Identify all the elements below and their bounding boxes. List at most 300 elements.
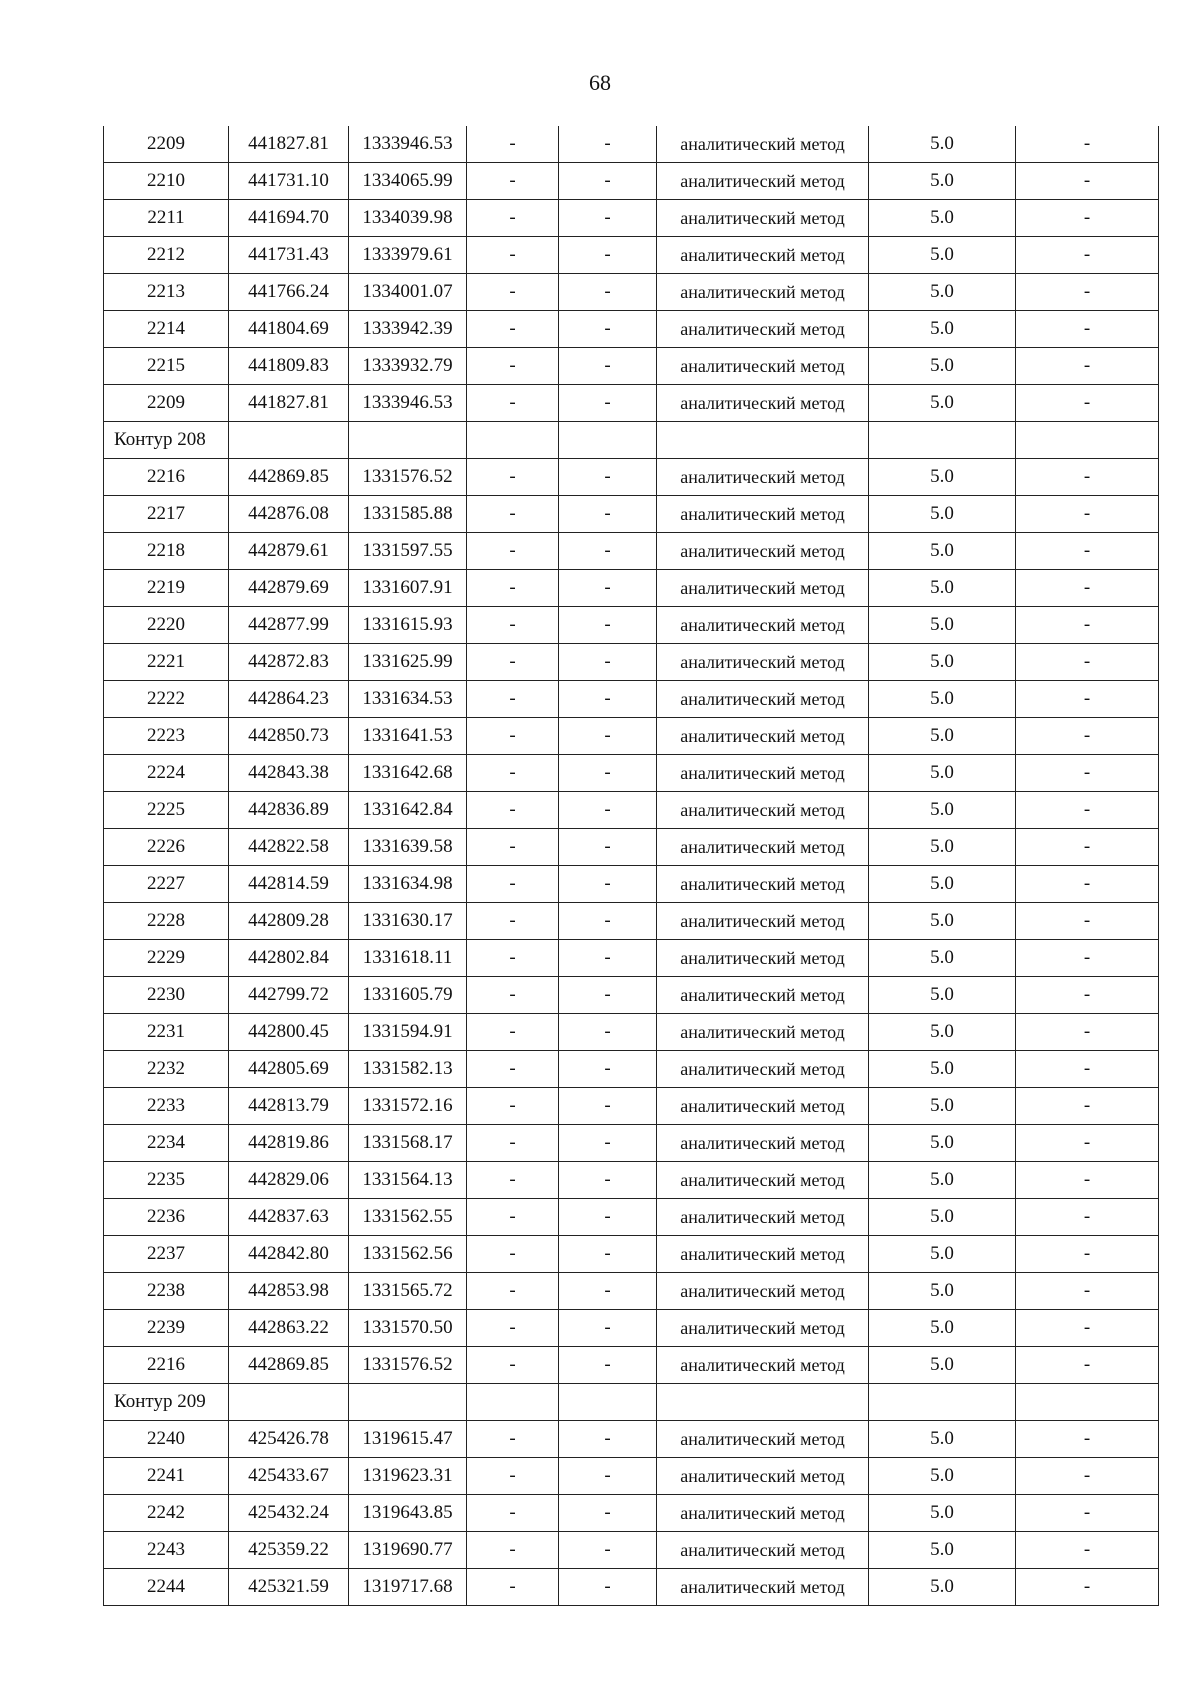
cell-method: аналитический метод: [657, 977, 869, 1014]
cell-y-coordinate: 1334001.07: [349, 274, 467, 311]
cell-point-number: 2238: [104, 1273, 229, 1310]
table-row: [104, 459, 1159, 496]
cell-col-5: -: [559, 570, 657, 607]
cell-col-5: -: [559, 496, 657, 533]
cell-col-8: -: [1016, 1310, 1159, 1347]
cell-col-4: -: [467, 533, 559, 570]
table-body: [104, 126, 1159, 1606]
table-row: [104, 681, 1159, 718]
cell-accuracy: 5.0: [869, 977, 1016, 1014]
cell-col-5: -: [559, 533, 657, 570]
cell-x-coordinate: 442872.83: [229, 644, 349, 681]
cell-accuracy: 5.0: [869, 903, 1016, 940]
cell-col-4: -: [467, 792, 559, 829]
cell-accuracy: 5.0: [869, 1569, 1016, 1606]
cell-col-8: -: [1016, 1495, 1159, 1532]
cell-accuracy: 5.0: [869, 459, 1016, 496]
cell-y-coordinate: 1333946.53: [349, 126, 467, 163]
cell-point-number: 2239: [104, 1310, 229, 1347]
cell-accuracy: 5.0: [869, 829, 1016, 866]
cell-method: аналитический метод: [657, 385, 869, 422]
cell-col-5: -: [559, 1532, 657, 1569]
cell-point-number: 2244: [104, 1569, 229, 1606]
cell-x-coordinate: 442819.86: [229, 1125, 349, 1162]
cell-x-coordinate: 442843.38: [229, 755, 349, 792]
cell-method: аналитический метод: [657, 1458, 869, 1495]
cell-point-number: 2222: [104, 681, 229, 718]
cell-y-coordinate: 1334039.98: [349, 200, 467, 237]
table-row: [104, 1088, 1159, 1125]
cell-accuracy: 5.0: [869, 1236, 1016, 1273]
cell-y-coordinate: 1319643.85: [349, 1495, 467, 1532]
cell-point-number: 2230: [104, 977, 229, 1014]
cell-col-5: -: [559, 792, 657, 829]
cell-accuracy: 5.0: [869, 1162, 1016, 1199]
cell-col-4: -: [467, 1569, 559, 1606]
cell-method: аналитический метод: [657, 718, 869, 755]
cell-accuracy: 5.0: [869, 1125, 1016, 1162]
cell-col-5: -: [559, 718, 657, 755]
table-row: [104, 1458, 1159, 1495]
cell-y-coordinate: 1333946.53: [349, 385, 467, 422]
cell-col-8: -: [1016, 866, 1159, 903]
cell-point-number: 2241: [104, 1458, 229, 1495]
cell-method: аналитический метод: [657, 607, 869, 644]
empty-cell: [349, 422, 467, 459]
cell-col-4: -: [467, 1162, 559, 1199]
table-row: [104, 200, 1159, 237]
cell-x-coordinate: 442850.73: [229, 718, 349, 755]
cell-y-coordinate: 1334065.99: [349, 163, 467, 200]
cell-x-coordinate: 442864.23: [229, 681, 349, 718]
table-row: [104, 348, 1159, 385]
cell-point-number: 2231: [104, 1014, 229, 1051]
cell-col-5: -: [559, 607, 657, 644]
cell-col-8: -: [1016, 1532, 1159, 1569]
cell-accuracy: 5.0: [869, 866, 1016, 903]
cell-x-coordinate: 425432.24: [229, 1495, 349, 1532]
table-row: [104, 533, 1159, 570]
table-row: [104, 1051, 1159, 1088]
cell-accuracy: 5.0: [869, 1458, 1016, 1495]
cell-col-5: -: [559, 385, 657, 422]
cell-method: аналитический метод: [657, 311, 869, 348]
cell-col-8: -: [1016, 1014, 1159, 1051]
cell-col-5: -: [559, 311, 657, 348]
cell-col-5: -: [559, 1458, 657, 1495]
cell-y-coordinate: 1331576.52: [349, 1347, 467, 1384]
cell-point-number: 2242: [104, 1495, 229, 1532]
cell-method: аналитический метод: [657, 940, 869, 977]
cell-method: аналитический метод: [657, 533, 869, 570]
cell-col-4: -: [467, 200, 559, 237]
cell-col-4: -: [467, 1014, 559, 1051]
cell-x-coordinate: 442809.28: [229, 903, 349, 940]
cell-col-8: -: [1016, 1162, 1159, 1199]
cell-method: аналитический метод: [657, 126, 869, 163]
cell-col-8: -: [1016, 237, 1159, 274]
table-row: [104, 1532, 1159, 1569]
cell-y-coordinate: 1331568.17: [349, 1125, 467, 1162]
table-row: [104, 274, 1159, 311]
page-number: 68: [589, 70, 611, 95]
cell-x-coordinate: 441731.43: [229, 237, 349, 274]
cell-method: аналитический метод: [657, 570, 869, 607]
cell-col-4: -: [467, 829, 559, 866]
cell-y-coordinate: 1331597.55: [349, 533, 467, 570]
cell-point-number: 2215: [104, 348, 229, 385]
cell-point-number: 2228: [104, 903, 229, 940]
cell-col-8: -: [1016, 200, 1159, 237]
cell-col-5: -: [559, 1125, 657, 1162]
table-row: [104, 1421, 1159, 1458]
cell-x-coordinate: 442853.98: [229, 1273, 349, 1310]
cell-accuracy: 5.0: [869, 1347, 1016, 1384]
cell-x-coordinate: 442869.85: [229, 1347, 349, 1384]
table-row: [104, 607, 1159, 644]
cell-col-4: -: [467, 237, 559, 274]
table-row: [104, 644, 1159, 681]
cell-col-5: -: [559, 644, 657, 681]
cell-col-8: -: [1016, 126, 1159, 163]
cell-method: аналитический метод: [657, 237, 869, 274]
cell-accuracy: 5.0: [869, 126, 1016, 163]
cell-col-5: -: [559, 940, 657, 977]
cell-y-coordinate: 1319615.47: [349, 1421, 467, 1458]
cell-x-coordinate: 442829.06: [229, 1162, 349, 1199]
cell-accuracy: 5.0: [869, 792, 1016, 829]
cell-col-5: -: [559, 1347, 657, 1384]
cell-x-coordinate: 441804.69: [229, 311, 349, 348]
cell-accuracy: 5.0: [869, 644, 1016, 681]
cell-col-4: -: [467, 1421, 559, 1458]
cell-col-5: -: [559, 1199, 657, 1236]
cell-col-4: -: [467, 644, 559, 681]
cell-x-coordinate: 442800.45: [229, 1014, 349, 1051]
cell-col-8: -: [1016, 607, 1159, 644]
cell-point-number: 2224: [104, 755, 229, 792]
cell-col-8: -: [1016, 1421, 1159, 1458]
cell-col-4: -: [467, 348, 559, 385]
cell-method: аналитический метод: [657, 1014, 869, 1051]
table-row: [104, 829, 1159, 866]
cell-col-8: -: [1016, 681, 1159, 718]
cell-col-4: -: [467, 1125, 559, 1162]
cell-col-4: -: [467, 1236, 559, 1273]
table-row: [104, 755, 1159, 792]
empty-cell: [869, 422, 1016, 459]
table-row: [104, 1310, 1159, 1347]
cell-col-8: -: [1016, 829, 1159, 866]
cell-y-coordinate: 1331634.53: [349, 681, 467, 718]
empty-cell: [559, 1384, 657, 1421]
cell-col-4: -: [467, 311, 559, 348]
cell-point-number: 2210: [104, 163, 229, 200]
cell-col-5: -: [559, 237, 657, 274]
cell-point-number: 2218: [104, 533, 229, 570]
cell-col-8: -: [1016, 792, 1159, 829]
cell-method: аналитический метод: [657, 200, 869, 237]
cell-col-5: -: [559, 1236, 657, 1273]
cell-col-5: -: [559, 1051, 657, 1088]
cell-col-4: -: [467, 866, 559, 903]
cell-x-coordinate: 442869.85: [229, 459, 349, 496]
cell-method: аналитический метод: [657, 1532, 869, 1569]
cell-y-coordinate: 1333979.61: [349, 237, 467, 274]
cell-x-coordinate: 442837.63: [229, 1199, 349, 1236]
cell-point-number: 2240: [104, 1421, 229, 1458]
cell-y-coordinate: 1331562.55: [349, 1199, 467, 1236]
cell-col-5: -: [559, 1569, 657, 1606]
cell-y-coordinate: 1331562.56: [349, 1236, 467, 1273]
cell-method: аналитический метод: [657, 348, 869, 385]
cell-method: аналитический метод: [657, 1051, 869, 1088]
cell-col-4: -: [467, 681, 559, 718]
cell-col-5: -: [559, 829, 657, 866]
cell-col-8: -: [1016, 940, 1159, 977]
cell-point-number: 2235: [104, 1162, 229, 1199]
cell-col-5: -: [559, 903, 657, 940]
cell-method: аналитический метод: [657, 1162, 869, 1199]
cell-y-coordinate: 1331565.72: [349, 1273, 467, 1310]
cell-col-8: -: [1016, 1236, 1159, 1273]
cell-col-5: -: [559, 1495, 657, 1532]
cell-accuracy: 5.0: [869, 755, 1016, 792]
cell-accuracy: 5.0: [869, 570, 1016, 607]
cell-x-coordinate: 442813.79: [229, 1088, 349, 1125]
cell-method: аналитический метод: [657, 1125, 869, 1162]
cell-col-4: -: [467, 385, 559, 422]
cell-col-5: -: [559, 348, 657, 385]
cell-method: аналитический метод: [657, 1347, 869, 1384]
cell-col-5: -: [559, 755, 657, 792]
cell-col-4: -: [467, 977, 559, 1014]
cell-col-8: -: [1016, 903, 1159, 940]
cell-col-5: -: [559, 1088, 657, 1125]
cell-col-8: -: [1016, 755, 1159, 792]
cell-col-5: -: [559, 1162, 657, 1199]
cell-method: аналитический метод: [657, 1495, 869, 1532]
cell-point-number: 2225: [104, 792, 229, 829]
cell-x-coordinate: 441766.24: [229, 274, 349, 311]
table-row: [104, 311, 1159, 348]
cell-col-5: -: [559, 126, 657, 163]
cell-col-5: -: [559, 1421, 657, 1458]
empty-cell: [349, 1384, 467, 1421]
cell-x-coordinate: 442877.99: [229, 607, 349, 644]
cell-method: аналитический метод: [657, 1199, 869, 1236]
cell-col-5: -: [559, 1014, 657, 1051]
cell-y-coordinate: 1331576.52: [349, 459, 467, 496]
cell-x-coordinate: 441827.81: [229, 385, 349, 422]
cell-point-number: 2213: [104, 274, 229, 311]
cell-col-4: -: [467, 163, 559, 200]
contour-label: Контур 209: [104, 1384, 229, 1421]
cell-method: аналитический метод: [657, 1273, 869, 1310]
cell-x-coordinate: 442814.59: [229, 866, 349, 903]
cell-x-coordinate: 425321.59: [229, 1569, 349, 1606]
cell-accuracy: 5.0: [869, 940, 1016, 977]
cell-y-coordinate: 1331642.68: [349, 755, 467, 792]
cell-y-coordinate: 1331607.91: [349, 570, 467, 607]
cell-col-8: -: [1016, 1347, 1159, 1384]
cell-col-4: -: [467, 126, 559, 163]
cell-accuracy: 5.0: [869, 1495, 1016, 1532]
cell-accuracy: 5.0: [869, 1088, 1016, 1125]
contour-row: [104, 1384, 1159, 1421]
cell-accuracy: 5.0: [869, 718, 1016, 755]
cell-x-coordinate: 425359.22: [229, 1532, 349, 1569]
cell-col-5: -: [559, 459, 657, 496]
cell-col-4: -: [467, 496, 559, 533]
cell-point-number: 2237: [104, 1236, 229, 1273]
cell-point-number: 2219: [104, 570, 229, 607]
cell-point-number: 2211: [104, 200, 229, 237]
cell-x-coordinate: 442799.72: [229, 977, 349, 1014]
cell-col-4: -: [467, 1088, 559, 1125]
cell-point-number: 2220: [104, 607, 229, 644]
table-row: [104, 1569, 1159, 1606]
empty-cell: [1016, 1384, 1159, 1421]
empty-cell: [559, 422, 657, 459]
cell-y-coordinate: 1331639.58: [349, 829, 467, 866]
cell-point-number: 2209: [104, 385, 229, 422]
cell-accuracy: 5.0: [869, 1014, 1016, 1051]
contour-label: Контур 208: [104, 422, 229, 459]
cell-accuracy: 5.0: [869, 681, 1016, 718]
cell-point-number: 2221: [104, 644, 229, 681]
cell-y-coordinate: 1331615.93: [349, 607, 467, 644]
empty-cell: [869, 1384, 1016, 1421]
cell-col-8: -: [1016, 348, 1159, 385]
cell-col-8: -: [1016, 311, 1159, 348]
cell-method: аналитический метод: [657, 681, 869, 718]
cell-method: аналитический метод: [657, 866, 869, 903]
cell-method: аналитический метод: [657, 496, 869, 533]
cell-y-coordinate: 1331625.99: [349, 644, 467, 681]
table-row: [104, 163, 1159, 200]
cell-accuracy: 5.0: [869, 348, 1016, 385]
cell-x-coordinate: 442879.69: [229, 570, 349, 607]
cell-col-4: -: [467, 1495, 559, 1532]
table-row: [104, 385, 1159, 422]
cell-y-coordinate: 1331594.91: [349, 1014, 467, 1051]
cell-method: аналитический метод: [657, 1569, 869, 1606]
table-row: [104, 496, 1159, 533]
cell-point-number: 2226: [104, 829, 229, 866]
table-row: [104, 792, 1159, 829]
cell-accuracy: 5.0: [869, 1421, 1016, 1458]
cell-point-number: 2214: [104, 311, 229, 348]
empty-cell: [229, 422, 349, 459]
cell-method: аналитический метод: [657, 459, 869, 496]
cell-accuracy: 5.0: [869, 163, 1016, 200]
cell-y-coordinate: 1331605.79: [349, 977, 467, 1014]
cell-col-8: -: [1016, 1569, 1159, 1606]
cell-point-number: 2236: [104, 1199, 229, 1236]
cell-accuracy: 5.0: [869, 1532, 1016, 1569]
cell-y-coordinate: 1331582.13: [349, 1051, 467, 1088]
cell-point-number: 2216: [104, 1347, 229, 1384]
cell-y-coordinate: 1319717.68: [349, 1569, 467, 1606]
cell-col-8: -: [1016, 570, 1159, 607]
cell-point-number: 2209: [104, 126, 229, 163]
cell-y-coordinate: 1331641.53: [349, 718, 467, 755]
cell-y-coordinate: 1331564.13: [349, 1162, 467, 1199]
cell-col-4: -: [467, 718, 559, 755]
cell-method: аналитический метод: [657, 1421, 869, 1458]
cell-col-5: -: [559, 681, 657, 718]
empty-cell: [229, 1384, 349, 1421]
cell-method: аналитический метод: [657, 792, 869, 829]
cell-y-coordinate: 1333942.39: [349, 311, 467, 348]
cell-col-8: -: [1016, 163, 1159, 200]
cell-col-5: -: [559, 866, 657, 903]
empty-cell: [657, 422, 869, 459]
cell-col-8: -: [1016, 385, 1159, 422]
cell-col-4: -: [467, 570, 559, 607]
cell-accuracy: 5.0: [869, 200, 1016, 237]
cell-point-number: 2229: [104, 940, 229, 977]
cell-x-coordinate: 442863.22: [229, 1310, 349, 1347]
cell-accuracy: 5.0: [869, 1051, 1016, 1088]
cell-col-4: -: [467, 607, 559, 644]
cell-x-coordinate: 441809.83: [229, 348, 349, 385]
cell-point-number: 2223: [104, 718, 229, 755]
cell-col-4: -: [467, 1310, 559, 1347]
cell-method: аналитический метод: [657, 1088, 869, 1125]
cell-y-coordinate: 1331642.84: [349, 792, 467, 829]
cell-x-coordinate: 442836.89: [229, 792, 349, 829]
cell-col-4: -: [467, 903, 559, 940]
table-row: [104, 1495, 1159, 1532]
cell-x-coordinate: 441827.81: [229, 126, 349, 163]
cell-point-number: 2212: [104, 237, 229, 274]
table-row: [104, 977, 1159, 1014]
cell-col-4: -: [467, 1199, 559, 1236]
table-row: [104, 1273, 1159, 1310]
cell-x-coordinate: 442805.69: [229, 1051, 349, 1088]
table-row: [104, 1125, 1159, 1162]
cell-col-8: -: [1016, 1051, 1159, 1088]
cell-x-coordinate: 442822.58: [229, 829, 349, 866]
cell-col-5: -: [559, 1310, 657, 1347]
cell-accuracy: 5.0: [869, 1273, 1016, 1310]
cell-method: аналитический метод: [657, 274, 869, 311]
cell-method: аналитический метод: [657, 1310, 869, 1347]
cell-y-coordinate: 1319623.31: [349, 1458, 467, 1495]
cell-x-coordinate: 442842.80: [229, 1236, 349, 1273]
cell-y-coordinate: 1331630.17: [349, 903, 467, 940]
cell-point-number: 2217: [104, 496, 229, 533]
cell-col-4: -: [467, 1347, 559, 1384]
table-row: [104, 126, 1159, 163]
empty-cell: [1016, 422, 1159, 459]
table-row: [104, 866, 1159, 903]
cell-y-coordinate: 1331634.98: [349, 866, 467, 903]
cell-accuracy: 5.0: [869, 496, 1016, 533]
cell-x-coordinate: 441731.10: [229, 163, 349, 200]
cell-col-8: -: [1016, 1458, 1159, 1495]
cell-accuracy: 5.0: [869, 607, 1016, 644]
empty-cell: [657, 1384, 869, 1421]
cell-point-number: 2234: [104, 1125, 229, 1162]
cell-accuracy: 5.0: [869, 1310, 1016, 1347]
cell-col-8: -: [1016, 644, 1159, 681]
cell-col-8: -: [1016, 533, 1159, 570]
cell-col-5: -: [559, 274, 657, 311]
table-row: [104, 1347, 1159, 1384]
